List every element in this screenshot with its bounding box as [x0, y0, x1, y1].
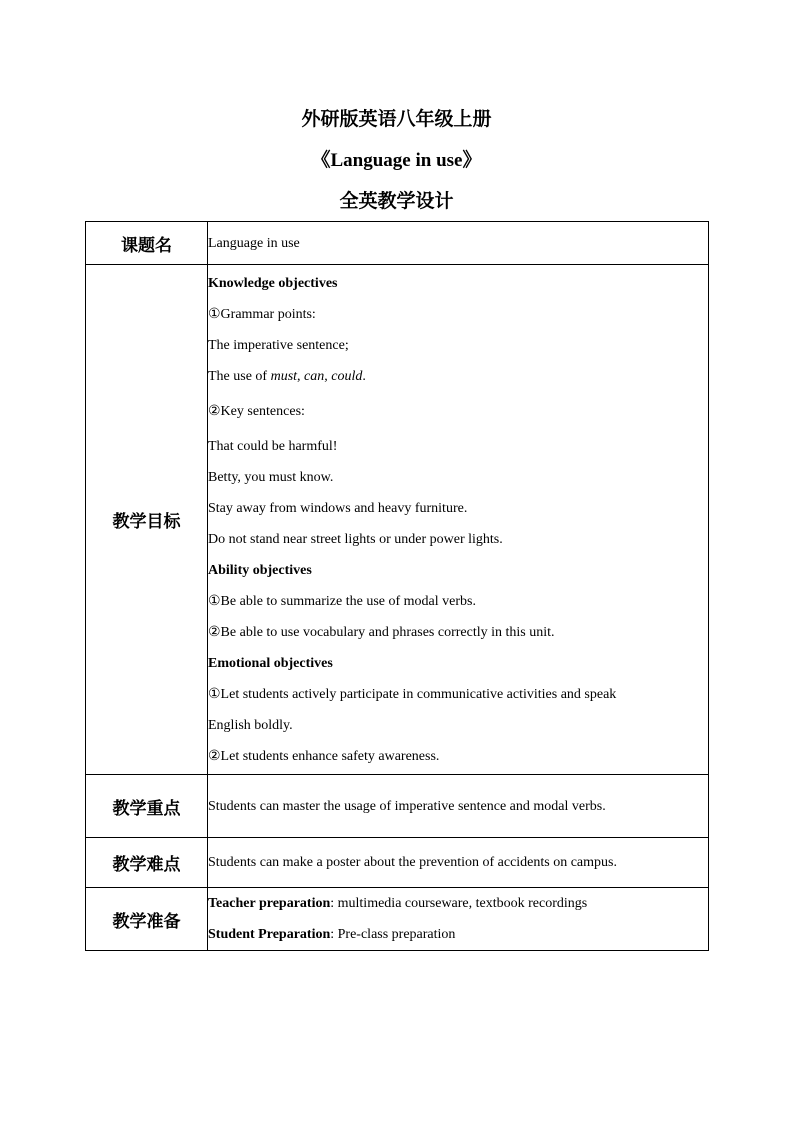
preparation-row: [86, 888, 709, 951]
preparation-label: 教学准备: [86, 888, 208, 951]
key-points-text: Students can master the usage of imperative sentence and modal verbs.: [208, 798, 606, 814]
ability-item-2: ②Be able to use vocabulary and phrases correctly in this unit.: [208, 624, 555, 640]
key-sentence-4: Do not stand near street lights or under power lights.: [208, 531, 503, 547]
teacher-preparation-label: Teacher preparation: [208, 896, 331, 911]
teacher-preparation-value: : multimedia courseware, textbook recordings: [330, 896, 588, 911]
modal-comma-2: ,: [324, 368, 332, 384]
emotional-item-1b: English boldly.: [208, 717, 293, 733]
modal-use-prefix: The use of: [208, 368, 271, 384]
difficulties-row: [86, 838, 709, 888]
grammar-points: ①Grammar points:: [208, 306, 316, 322]
modal-could: could: [331, 368, 363, 384]
key-points-label: 教学重点: [86, 775, 208, 838]
lesson-plan-table: [85, 221, 709, 951]
topic-row: [86, 222, 709, 265]
topic-label: 课题名: [86, 222, 208, 265]
modal-comma-1: ,: [297, 368, 305, 384]
preparation-content: [208, 888, 709, 951]
topic-value: [208, 222, 709, 265]
objectives-label: 教学目标: [86, 265, 208, 775]
modal-can: can: [304, 368, 325, 384]
lesson-title: 《Language in use》: [311, 150, 482, 171]
modal-period: .: [362, 368, 366, 384]
key-sentence-2: Betty, you must know.: [208, 469, 334, 485]
modal-use-line: [208, 361, 708, 392]
modal-must: must: [270, 368, 298, 384]
document-title: 外研版英语八年级上册: [301, 108, 492, 130]
emotional-heading: Emotional objectives: [208, 655, 333, 671]
objectives-content: [208, 265, 709, 775]
student-preparation-label: Student Preparation: [208, 927, 331, 942]
knowledge-heading: Knowledge objectives: [208, 275, 338, 291]
ability-item-1: ①Be able to summarize the use of modal verbs.: [208, 593, 476, 609]
document-subtitle: 全英教学设计: [339, 190, 454, 212]
imperative-sentence: The imperative sentence;: [208, 337, 349, 353]
difficulties-text: Students can make a poster about the prevention of accidents on campus.: [208, 855, 617, 870]
objectives-row: [86, 265, 709, 775]
key-points-row: [86, 775, 709, 838]
key-sentences: ②Key sentences:: [208, 403, 305, 419]
difficulties-label: 教学难点: [86, 838, 208, 888]
key-points-content: [208, 775, 709, 838]
difficulties-content: [208, 838, 709, 888]
topic-text: Language in use: [208, 235, 300, 251]
student-preparation-value: : Pre-class preparation: [330, 927, 456, 942]
ability-heading: Ability objectives: [208, 562, 312, 578]
emotional-item-1a: ①Let students actively participate in communicative activities and speak: [208, 686, 617, 702]
key-sentence-3: Stay away from windows and heavy furniture.: [208, 500, 468, 516]
teacher-preparation: [208, 888, 708, 919]
emotional-item-2: ②Let students enhance safety awareness.: [208, 748, 440, 764]
student-preparation: [208, 919, 708, 950]
key-sentence-1: That could be harmful!: [208, 438, 338, 454]
